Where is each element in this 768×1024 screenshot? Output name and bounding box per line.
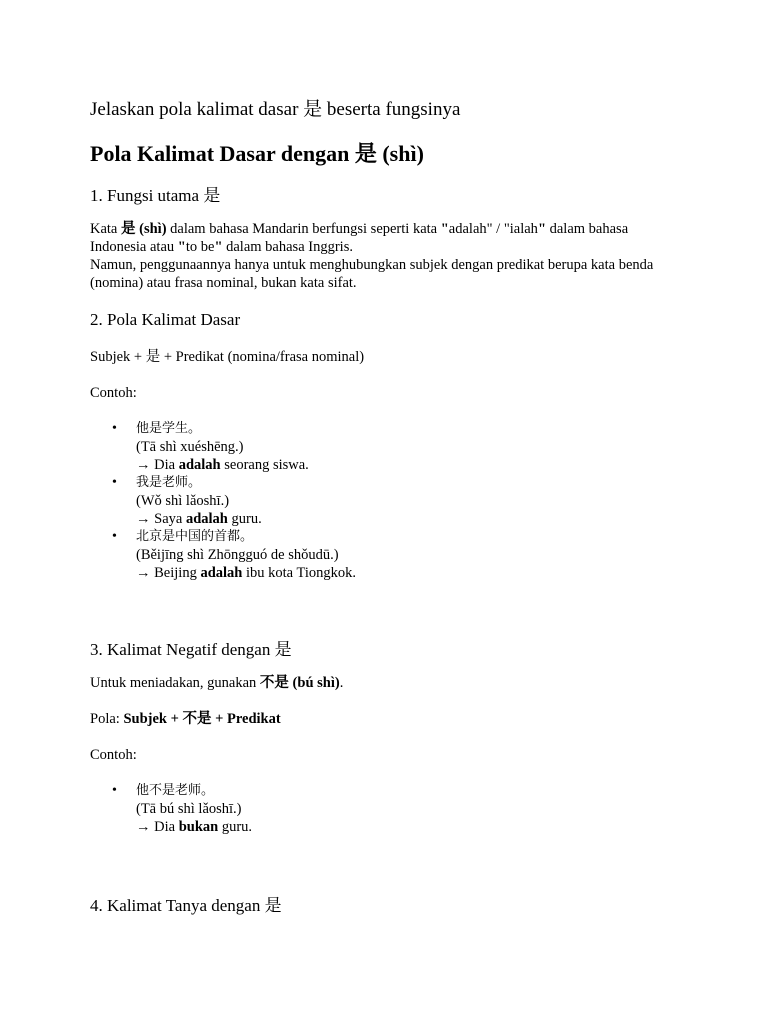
pinyin-text: (Běijīng shì Zhōngguó de shǒudū.) xyxy=(136,547,339,563)
section-2-heading: 2. Pola Kalimat Dasar xyxy=(90,310,241,329)
pattern-text: Subjek + 是 + Predikat (nomina/frasa nominal) xyxy=(90,349,365,365)
paragraph-line-2: Indonesia atau "to be" dalam bahasa Inggris. xyxy=(90,239,353,255)
pinyin-text: (Tā bú shì lǎoshī.) xyxy=(136,801,242,817)
question-text: Jelaskan pola kalimat dasar 是 beserta fungsinya xyxy=(90,99,461,120)
negative-intro: Untuk meniadakan, gunakan 不是 (bú shì). xyxy=(90,675,344,691)
contoh-label: Contoh: xyxy=(90,385,137,401)
translation-text: → Beijing adalah ibu kota Tiongkok. xyxy=(136,565,356,581)
hanzi-text: • 他不是老师。 xyxy=(136,783,215,798)
section-1-heading: 1. Fungsi utama 是 xyxy=(90,186,221,205)
list-item xyxy=(90,782,252,836)
list-item xyxy=(90,528,356,582)
negative-pattern: Pola: Subjek + 不是 + Predikat xyxy=(90,711,281,727)
paragraph-line-1: Kata 是 (shì) dalam bahasa Mandarin berfungsi seperti kata "adalah" / "ialah" dalam bahasa xyxy=(90,221,629,237)
hanzi-text: • 我是老师。 xyxy=(136,475,202,490)
hanzi-text: • 他是学生。 xyxy=(136,421,202,436)
section-1-paragraph xyxy=(90,220,690,292)
section-3-heading: 3. Kalimat Negatif dengan 是 xyxy=(90,640,292,659)
list-item xyxy=(90,420,356,474)
paragraph-line-3: Namun, penggunaannya hanya untuk menghubungkan subjek dengan predikat berupa kata benda xyxy=(90,257,654,273)
translation-text: → Dia bukan guru. xyxy=(136,819,253,835)
list-item xyxy=(90,474,356,528)
hanzi-text: • 北京是中国的首都。 xyxy=(136,529,254,544)
page-title: Pola Kalimat Dasar dengan 是 (shì) xyxy=(90,141,424,166)
negative-example-list xyxy=(90,782,252,836)
translation-text: → Dia adalah seorang siswa. xyxy=(136,457,309,473)
translation-text: → Saya adalah guru. xyxy=(136,511,262,527)
example-list xyxy=(90,420,356,582)
contoh-label-2: Contoh: xyxy=(90,747,137,763)
paragraph-line-4: (nomina) atau frasa nominal, bukan kata sifat. xyxy=(90,275,357,291)
pinyin-text: (Wǒ shì lǎoshī.) xyxy=(136,493,230,509)
section-4-heading: 4. Kalimat Tanya dengan 是 xyxy=(90,896,282,915)
pinyin-text: (Tā shì xuéshēng.) xyxy=(136,439,244,455)
